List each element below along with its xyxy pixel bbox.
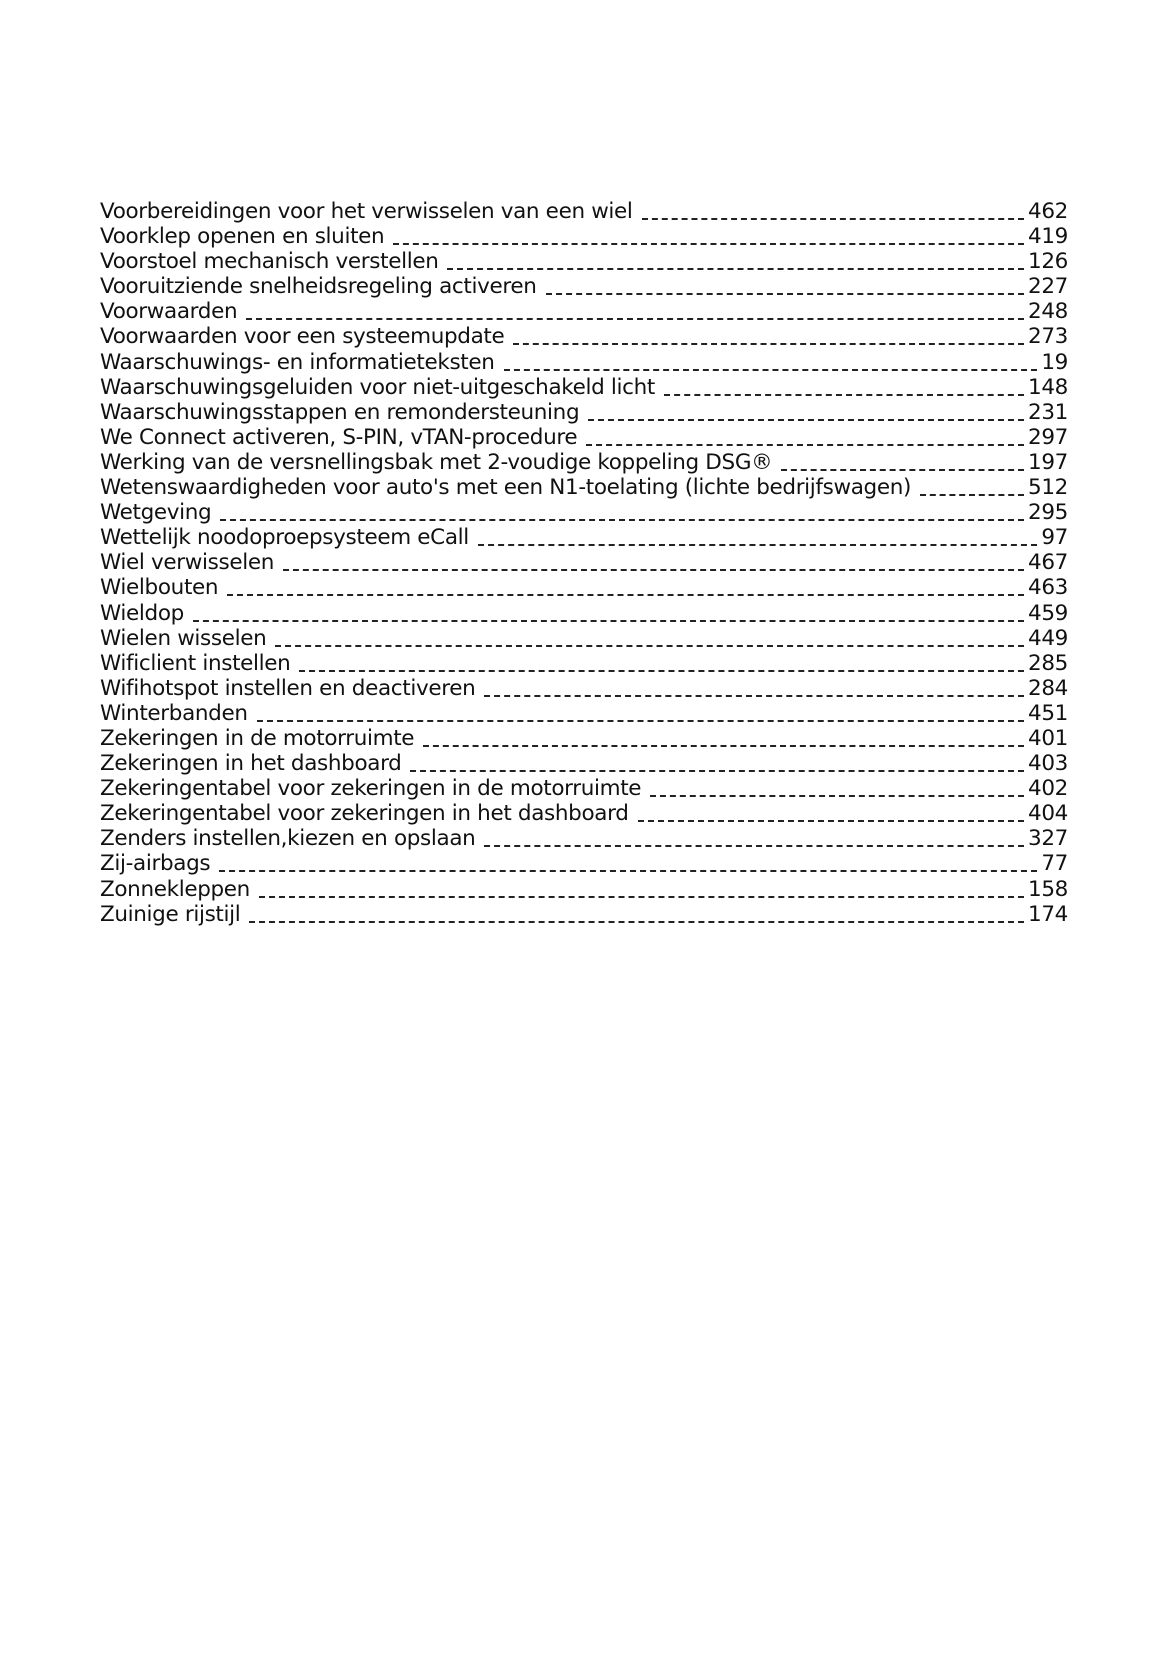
index-entry [100, 626, 1068, 651]
dot-leader [484, 695, 1024, 697]
dot-leader [410, 770, 1024, 772]
entry-title: Waarschuwings- en informatieteksten [100, 349, 495, 375]
entry-page-number: 512 [1028, 475, 1068, 501]
index-entry [100, 400, 1068, 425]
index-list [100, 199, 1068, 927]
entry-title: Zenders instellen,kiezen en opslaan [100, 826, 476, 852]
index-entry [100, 450, 1068, 475]
dot-leader [393, 243, 1024, 245]
entry-title: Zekeringentabel voor zekeringen in het dashboard [100, 801, 629, 827]
index-entry [100, 851, 1068, 876]
index-entry [100, 701, 1068, 726]
index-entry [100, 350, 1068, 375]
entry-page-number: 248 [1028, 299, 1068, 325]
dot-leader [257, 720, 1024, 722]
index-entry [100, 801, 1068, 826]
entry-title: Wielen wisselen [100, 625, 267, 651]
dot-leader [283, 569, 1024, 571]
entry-title: Voorwaarden voor een systeemupdate [100, 324, 505, 350]
entry-page-number: 327 [1028, 826, 1068, 852]
entry-page-number: 404 [1028, 801, 1068, 827]
dot-leader [299, 670, 1024, 672]
index-entry [100, 224, 1068, 249]
index-entry [100, 500, 1068, 525]
index-entry [100, 826, 1068, 851]
dot-leader [275, 645, 1024, 647]
entry-page-number: 197 [1028, 449, 1068, 475]
index-entry [100, 575, 1068, 600]
entry-title: Wetenswaardigheden voor auto's met een N1-toelating (lichte bedrijfswagen) [100, 475, 912, 501]
dot-leader [484, 845, 1024, 847]
entry-title: Zekeringentabel voor zekeringen in de motorruimte [100, 776, 642, 802]
entry-title: Wettelijk noodoproepsysteem eCall [100, 525, 469, 551]
entry-page-number: 158 [1028, 876, 1068, 902]
index-entry [100, 877, 1068, 902]
entry-page-number: 126 [1028, 249, 1068, 275]
entry-title: Wificlient instellen [100, 650, 291, 676]
index-entry [100, 776, 1068, 801]
dot-leader [246, 318, 1024, 320]
index-entry [100, 751, 1068, 776]
entry-page-number: 231 [1028, 399, 1068, 425]
entry-page-number: 467 [1028, 550, 1068, 576]
entry-title: Voorbereidingen voor het verwisselen van een wiel [100, 199, 633, 224]
index-entry [100, 324, 1068, 349]
dot-leader [920, 494, 1024, 496]
entry-title: Zuinige rijstijl [100, 901, 241, 927]
index-entry [100, 274, 1068, 299]
dot-leader [650, 795, 1024, 797]
dot-leader [249, 921, 1024, 923]
entry-title: Winterbanden [100, 700, 248, 726]
index-entry [100, 902, 1068, 927]
entry-title: Werking van de versnellingsbak met 2-voudige koppeling DSG® [100, 449, 773, 475]
entry-page-number: 462 [1028, 199, 1068, 224]
index-entry [100, 199, 1068, 224]
entry-page-number: 97 [1041, 525, 1068, 551]
dot-leader [586, 444, 1024, 446]
entry-title: Voorwaarden [100, 299, 238, 325]
entry-title: Voorstoel mechanisch verstellen [100, 249, 439, 275]
index-entry [100, 249, 1068, 274]
entry-title: We Connect activeren, S-PIN, vTAN-procedure [100, 424, 578, 450]
dot-leader [588, 419, 1024, 421]
index-entry [100, 375, 1068, 400]
entry-page-number: 174 [1028, 901, 1068, 927]
entry-title: Wetgeving [100, 500, 212, 526]
entry-title: Wieldop [100, 600, 184, 626]
entry-page-number: 402 [1028, 776, 1068, 802]
entry-page-number: 227 [1028, 274, 1068, 300]
dot-leader [219, 870, 1037, 872]
index-entry [100, 299, 1068, 324]
dot-leader [193, 620, 1024, 622]
entry-page-number: 403 [1028, 751, 1068, 777]
dot-leader [259, 896, 1024, 898]
dot-leader [642, 218, 1024, 220]
entry-page-number: 419 [1028, 224, 1068, 250]
entry-page-number: 19 [1041, 349, 1068, 375]
entry-title: Wifihotspot instellen en deactiveren [100, 675, 476, 701]
dot-leader [447, 268, 1024, 270]
dot-leader [423, 745, 1024, 747]
dot-leader [227, 594, 1024, 596]
entry-page-number: 401 [1028, 725, 1068, 751]
entry-title: Voorklep openen en sluiten [100, 224, 385, 250]
index-entry [100, 550, 1068, 575]
index-entry [100, 525, 1068, 550]
entry-page-number: 295 [1028, 500, 1068, 526]
entry-page-number: 285 [1028, 650, 1068, 676]
dot-leader [513, 343, 1024, 345]
index-entry [100, 726, 1068, 751]
dot-leader [781, 469, 1024, 471]
entry-page-number: 77 [1041, 851, 1068, 877]
dot-leader [638, 820, 1025, 822]
entry-title: Zij-airbags [100, 851, 211, 877]
index-entry [100, 601, 1068, 626]
entry-title: Waarschuwingsgeluiden voor niet-uitgeschakeld licht [100, 374, 655, 400]
entry-title: Zonnekleppen [100, 876, 250, 902]
entry-page-number: 449 [1028, 625, 1068, 651]
entry-title: Wiel verwisselen [100, 550, 275, 576]
entry-page-number: 284 [1028, 675, 1068, 701]
entry-page-number: 148 [1028, 374, 1068, 400]
dot-leader [504, 369, 1038, 371]
index-entry [100, 676, 1068, 701]
entry-page-number: 451 [1028, 700, 1068, 726]
index-entry [100, 425, 1068, 450]
dot-leader [478, 544, 1037, 546]
entry-title: Wielbouten [100, 575, 219, 601]
entry-title: Waarschuwingsstappen en remondersteuning [100, 399, 580, 425]
entry-page-number: 459 [1028, 600, 1068, 626]
entry-title: Vooruitziende snelheidsregeling activeren [100, 274, 537, 300]
dot-leader [546, 293, 1025, 295]
index-entry [100, 651, 1068, 676]
dot-leader [664, 394, 1024, 396]
entry-page-number: 273 [1028, 324, 1068, 350]
entry-title: Zekeringen in het dashboard [100, 751, 402, 777]
dot-leader [220, 519, 1024, 521]
entry-page-number: 463 [1028, 575, 1068, 601]
entry-page-number: 297 [1028, 424, 1068, 450]
entry-title: Zekeringen in de motorruimte [100, 725, 415, 751]
index-entry [100, 475, 1068, 500]
